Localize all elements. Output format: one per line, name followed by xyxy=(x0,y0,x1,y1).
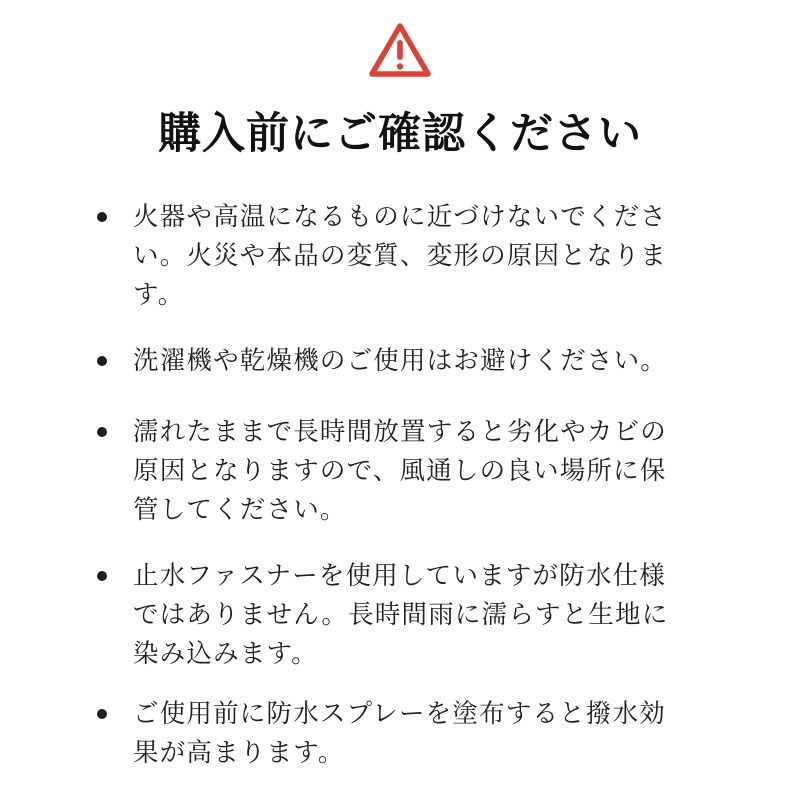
notice-text: ご使用前に防水スプレーを塗布すると撥水効果が高まります。 xyxy=(133,699,666,768)
warning-triangle-icon xyxy=(367,20,433,80)
notice-text: 洗濯機や乾燥機のご使用はお避けください。 xyxy=(133,346,668,376)
notice-text: 止水ファスナーを使用していますが防水仕様ではありません。長時間雨に濡らすと生地に染み込みます。 xyxy=(133,561,669,669)
bullet-icon xyxy=(97,427,107,437)
bullet-icon xyxy=(97,709,107,719)
bullet-icon xyxy=(97,571,107,581)
notice-text: 火器や高温になるものに近づけないでください。火災や本品の変質、変形の原因となります。 xyxy=(133,202,668,310)
notice-text: 濡れたままで長時間放置すると劣化やカビの原因となりますので、風通しの良い場所に保管してください。 xyxy=(133,417,668,525)
bullet-icon xyxy=(97,356,107,366)
page-title: 購入前にご確認ください xyxy=(158,109,642,159)
bullet-icon xyxy=(97,212,107,222)
